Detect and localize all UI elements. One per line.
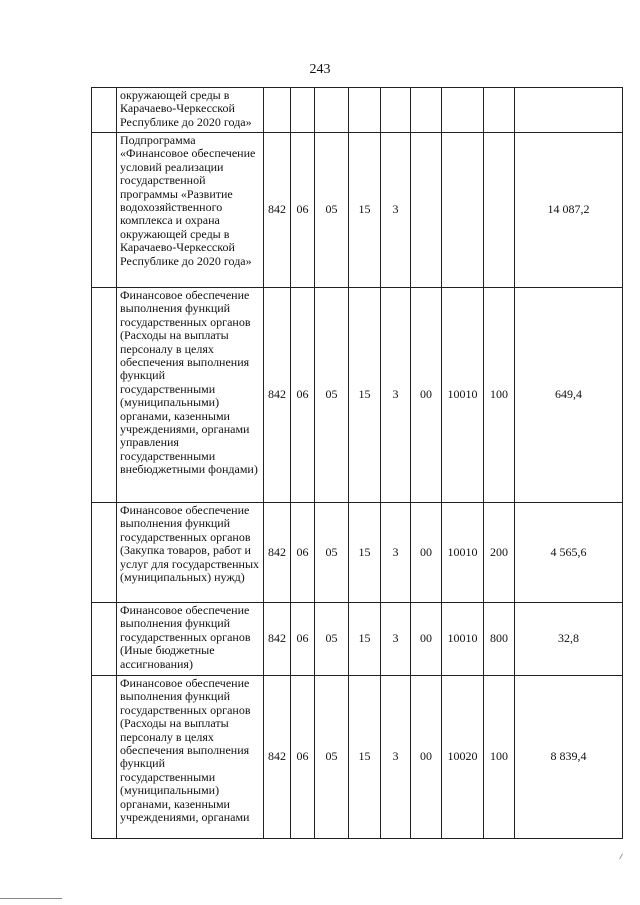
code-cell-col5: 3 [381, 676, 411, 839]
code-cell-col2 [291, 88, 315, 133]
scan-artifact-line [0, 898, 62, 899]
row-name-cell: Финансовое обеспечение выполнения функций государственных органов (Иные бюджетные ассигнования) [117, 603, 264, 676]
code-cell-col7: 10020 [442, 676, 484, 839]
code-cell-col5: 3 [381, 503, 411, 603]
code-cell-col2: 06 [291, 603, 315, 676]
amount-cell: 8 839,4 [515, 676, 623, 839]
table-row [92, 603, 623, 676]
table-row [92, 88, 623, 133]
code-cell-col3: 05 [315, 676, 349, 839]
budget-table [91, 87, 623, 839]
code-cell-col8: 100 [484, 288, 515, 503]
row-number-cell [92, 288, 117, 503]
table-row [92, 503, 623, 603]
code-cell-col6: 00 [411, 288, 442, 503]
code-cell-col8 [484, 133, 515, 288]
amount-cell [515, 88, 623, 133]
amount-cell: 14 087,2 [515, 133, 623, 288]
code-cell-col6: 00 [411, 676, 442, 839]
row-name-cell: Финансовое обеспечение выполнения функций государственных органов (Закупка товаров, работ и услуг для государственных (муниципальных) нужд) [117, 503, 264, 603]
code-cell-col1: 842 [264, 503, 291, 603]
row-number-cell [92, 133, 117, 288]
row-number-cell [92, 676, 117, 839]
row-number-cell [92, 603, 117, 676]
amount-cell: 4 565,6 [515, 503, 623, 603]
code-cell-col4: 15 [349, 676, 381, 839]
code-cell-col1: 842 [264, 603, 291, 676]
code-cell-col1: 842 [264, 288, 291, 503]
code-cell-col7: 10010 [442, 503, 484, 603]
code-cell-col7 [442, 88, 484, 133]
table-row [92, 133, 623, 288]
code-cell-col3: 05 [315, 603, 349, 676]
code-cell-col3: 05 [315, 288, 349, 503]
scan-artifact-mark [619, 854, 623, 860]
code-cell-col2: 06 [291, 288, 315, 503]
code-cell-col1: 842 [264, 133, 291, 288]
code-cell-col4: 15 [349, 603, 381, 676]
code-cell-col5: 3 [381, 288, 411, 503]
code-cell-col5: 3 [381, 603, 411, 676]
code-cell-col7: 10010 [442, 288, 484, 503]
code-cell-col6: 00 [411, 603, 442, 676]
row-name-cell: Подпрограмма «Финансовое обеспечение условий реализации государственной программы «Развитие водохозяйственного комплекса и охрана окружающей среды в Карачаево-Черкесской Республике до 2020 года» [117, 133, 264, 288]
table-body [92, 88, 623, 839]
code-cell-col4: 15 [349, 503, 381, 603]
code-cell-col8: 100 [484, 676, 515, 839]
code-cell-col1 [264, 88, 291, 133]
page-number: 243 [309, 62, 331, 77]
code-cell-col8: 800 [484, 603, 515, 676]
code-cell-col2: 06 [291, 503, 315, 603]
table-row [92, 676, 623, 839]
row-name-cell: Финансовое обеспечение выполнения функций государственных органов (Расходы на выплаты персоналу в целях обеспечения выполнения функций государственными (муниципальными) органами, казенными учреждениями, органами управления государственными внебюджетными фондами) [117, 288, 264, 503]
code-cell-col4: 15 [349, 288, 381, 503]
code-cell-col8 [484, 88, 515, 133]
code-cell-col4: 15 [349, 133, 381, 288]
code-cell-col7: 10010 [442, 603, 484, 676]
code-cell-col3 [315, 88, 349, 133]
code-cell-col7 [442, 133, 484, 288]
row-number-cell [92, 503, 117, 603]
code-cell-col3: 05 [315, 133, 349, 288]
code-cell-col6 [411, 88, 442, 133]
code-cell-col2: 06 [291, 676, 315, 839]
code-cell-col4 [349, 88, 381, 133]
table-row [92, 288, 623, 503]
amount-cell: 32,8 [515, 603, 623, 676]
row-name-cell: Финансовое обеспечение выполнения функций государственных органов (Расходы на выплаты персоналу в целях обеспечения выполнения функций государственными (муниципальными) органами, казенными учреждениями, органами [117, 676, 264, 839]
code-cell-col3: 05 [315, 503, 349, 603]
amount-cell: 649,4 [515, 288, 623, 503]
code-cell-col8: 200 [484, 503, 515, 603]
code-cell-col6: 00 [411, 503, 442, 603]
code-cell-col5: 3 [381, 133, 411, 288]
code-cell-col1: 842 [264, 676, 291, 839]
row-number-cell [92, 88, 117, 133]
code-cell-col5 [381, 88, 411, 133]
row-name-cell: окружающей среды в Карачаево-Черкесской Республике до 2020 года» [117, 88, 264, 133]
code-cell-col2: 06 [291, 133, 315, 288]
code-cell-col6 [411, 133, 442, 288]
